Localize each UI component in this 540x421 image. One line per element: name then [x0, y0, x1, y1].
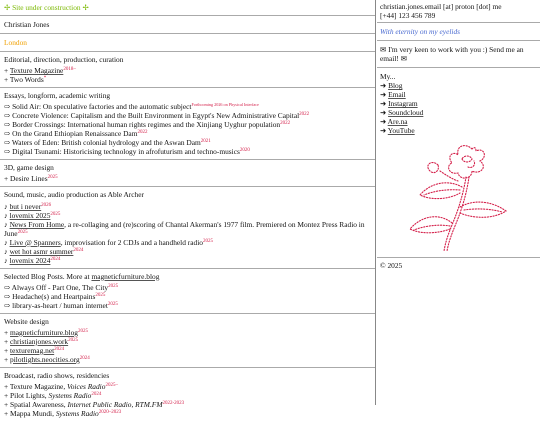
essay-item [4, 102, 371, 111]
music-note-icon: ♪ [4, 219, 8, 229]
website-item [4, 355, 371, 364]
music-note-icon: ♪ [4, 210, 8, 220]
instagram-link[interactable]: Instagram [388, 99, 418, 109]
year-sup: 2018– [63, 67, 76, 73]
arrow-right-icon: ➜ [380, 126, 387, 136]
game-section [0, 160, 375, 187]
email-link[interactable]: Email [388, 90, 406, 100]
essay-item [4, 120, 371, 129]
year-sup: 2024 [54, 346, 65, 352]
year-sup: 2022-2023 [162, 401, 185, 407]
essay-title: Digital Tsunami: Historicising technology in afrofuturism and techno-musics [12, 147, 240, 157]
essays-section [0, 88, 375, 160]
year-sup: 2024 [73, 247, 84, 253]
station-name: Systems Radio [48, 391, 92, 401]
station-name: Voices Radio [67, 382, 106, 392]
broadcast-item [4, 382, 371, 391]
year-sup: 2025 [17, 229, 28, 235]
music-note-icon: ♪ [4, 255, 8, 265]
arrow-icon: ⇨ [4, 291, 11, 301]
plus-icon: + [4, 327, 9, 337]
year-sup: 2025 [95, 292, 106, 298]
website-link[interactable]: texturemag.net [10, 345, 55, 355]
section-title [4, 272, 371, 281]
blog-post-item [4, 292, 371, 301]
year-sup: 2024 [79, 355, 90, 361]
item-text: Desire Lines [10, 174, 48, 184]
links-section [377, 68, 540, 258]
station-name: Internet Public Radio, RTM.FM [67, 400, 163, 410]
arrow-icon: ⇨ [4, 111, 11, 121]
tagline-section [377, 23, 540, 41]
editorial-section [0, 52, 375, 88]
essay-title: Concrete Violence: Capitalism and the Built Environment in Egypt's New Administrative Capital [12, 111, 300, 121]
arrow-icon: ⇨ [4, 147, 11, 157]
website-link[interactable]: magneticfurniture.blog [10, 327, 78, 337]
link-row [380, 117, 537, 126]
plus-icon: + [4, 345, 9, 355]
plus-icon: + [4, 382, 9, 392]
soundcloud-link[interactable]: Soundcloud [388, 108, 424, 118]
arrow-icon: ⇨ [4, 300, 11, 310]
arrow-right-icon: ➜ [380, 99, 387, 109]
track-description: , improvisation for 2 CDJs and a handheld radio [60, 237, 203, 247]
section-title: Essays, longform, academic writing [4, 91, 111, 101]
website-item [4, 337, 371, 346]
track-link[interactable]: but i never [9, 201, 42, 211]
year-sup: 2025 [108, 283, 119, 289]
plus-icon: + [4, 354, 9, 364]
contact-block [377, 0, 540, 23]
plus-icon: + [4, 75, 9, 85]
blog-home-link[interactable]: magneticfurniture.blog [91, 271, 160, 281]
year-sup: 2021 [200, 139, 211, 145]
broadcast-section [0, 368, 375, 421]
sound-section [0, 187, 375, 268]
essay-item [4, 129, 371, 138]
essay-title: Waters of Eden: British colonial hydrology and the Aswan Dam [11, 138, 201, 148]
blog-link[interactable]: Blog [388, 81, 403, 91]
station-name: Systems Radio [55, 409, 99, 419]
copyright-text: © 2025 [380, 261, 403, 271]
list-item [4, 75, 371, 84]
year-sup: 2025 [50, 211, 61, 217]
track-item [4, 211, 371, 220]
arrow-right-icon: ➜ [380, 108, 387, 118]
website-item [4, 328, 371, 337]
site-owner-name: Christian Jones [4, 20, 50, 30]
essay-item [4, 138, 371, 147]
plus-icon: + [4, 336, 9, 346]
track-link[interactable]: wet hot asmr summer [9, 246, 74, 256]
link-row [380, 90, 537, 99]
blog-post-item [4, 283, 371, 292]
website-link[interactable]: pilotlights.neocities.org [10, 354, 80, 364]
link-row [380, 99, 537, 108]
section-title: Website design [4, 316, 49, 326]
link-row [380, 108, 537, 117]
contact-email: christian.jones.email [at] proton [dot] me [380, 2, 502, 11]
broadcast-item [4, 400, 371, 409]
year-sup: 2022 [299, 112, 310, 118]
arrow-icon: ⇨ [4, 120, 11, 130]
link-row [380, 126, 537, 135]
name-section [0, 16, 375, 34]
track-item [4, 247, 371, 256]
track-link[interactable]: lovemix 2024 [9, 255, 51, 265]
essay-title: Border Crossings: International human rights regimes and the Xinjiang Uyghur population [12, 120, 281, 130]
broadcast-item [4, 409, 371, 418]
music-note-icon: ♪ [4, 246, 8, 256]
arrow-right-icon: ➜ [380, 90, 387, 100]
web-section [0, 314, 375, 368]
item-text: Two Words [9, 75, 44, 85]
track-link[interactable]: Live @ Spanners [9, 237, 61, 247]
blog-post-item [4, 301, 371, 310]
section-title: Sound, music, audio production as Able Archer [4, 190, 144, 200]
arrow-right-icon: ➜ [380, 117, 387, 127]
youtube-link[interactable]: YouTube [387, 126, 415, 136]
plus-icon: + [4, 409, 9, 419]
footer [377, 258, 540, 273]
construction-banner [0, 0, 375, 16]
website-link[interactable]: christianjones.work [10, 336, 69, 346]
arrow-icon: ⇨ [4, 129, 11, 139]
arrow-right-icon: ➜ [380, 81, 387, 91]
plus-icon: + [4, 66, 9, 76]
flower-illustration-icon [394, 135, 524, 255]
show-name: Mappa Mundi, [10, 409, 56, 419]
year-sup: 2026 [41, 202, 52, 208]
year-sup: 2025 [107, 301, 118, 307]
blog-post-title[interactable]: Headache(s) and Heartpains [12, 291, 96, 301]
essay-item [4, 111, 371, 120]
year-sup: 2025 [202, 238, 213, 244]
links-title: My... [380, 72, 396, 82]
section-title: Editorial, direction, production, curation [4, 55, 124, 65]
show-name: Texture Magazine, [9, 382, 68, 392]
essay-title: Solid Air: On speculative factories and the automatic subject [12, 102, 192, 112]
location-text: London [4, 38, 27, 48]
texture-magazine-link[interactable]: Texture Magazine [9, 66, 64, 76]
banner-text: Site under construction [12, 3, 81, 12]
music-note-icon: ♪ [4, 237, 8, 247]
blog-post-title[interactable]: Always Off - Part One, The City [11, 282, 109, 292]
track-item [4, 220, 371, 238]
sparkle-icon-left: ✢ [4, 3, 11, 12]
sparkle-icon-right: ✢ [82, 3, 89, 12]
show-name: Spatial Awareness, [10, 400, 68, 410]
contact-phone: [+44] 123 456 789 [380, 11, 436, 21]
year-sup: 2025 [77, 328, 88, 334]
show-name: Pilot Lights, [10, 391, 49, 401]
music-note-icon: ♪ [4, 201, 8, 211]
arrow-icon: ⇨ [4, 138, 11, 148]
broadcast-item [4, 391, 371, 400]
year-sup: Forthcoming 2026 on Physical Interface [191, 102, 259, 108]
blog-section [0, 269, 375, 314]
plus-icon: + [4, 400, 9, 410]
year-sup: 2022 [137, 130, 148, 136]
arrow-icon: ⇨ [4, 282, 11, 292]
list-item [4, 174, 371, 183]
website-item [4, 346, 371, 355]
track-item [4, 256, 371, 265]
essay-item [4, 147, 371, 156]
section-title: Broadcast, radio shows, residencies [4, 371, 110, 380]
plus-icon: + [4, 174, 9, 184]
blog-post-title[interactable]: library-as-heart / human internet [12, 300, 108, 310]
tagline-text: With eternity on my eyelids [380, 27, 461, 37]
envelope-icon-right: ✉ [400, 54, 407, 64]
arena-link[interactable]: Are.na [387, 117, 408, 127]
link-row [380, 81, 537, 90]
sidebar [377, 0, 540, 405]
blog-title-prefix: Selected Blog Posts. More at [4, 271, 92, 281]
year-sup: 2024 [91, 392, 102, 398]
year-sup: 2020–2023 [98, 410, 122, 416]
location-section [0, 34, 375, 52]
message-text: I'm very keen to work with you :) Send me an email! [380, 45, 524, 64]
plus-icon: + [4, 391, 9, 401]
track-description: , a re-collaging and (re)scoring of Chantal Akerman's 1977 film. Premiered on Montez Press Radio in June [4, 219, 365, 238]
track-link[interactable]: lovemix 2025 [9, 210, 51, 220]
year-sup: * [43, 76, 47, 82]
year-sup: 2025– [105, 383, 118, 389]
year-sup: 2020 [239, 148, 250, 154]
year-sup: 2022 [280, 121, 291, 127]
track-link[interactable]: News From Home [9, 219, 65, 229]
arrow-icon: ⇨ [4, 102, 11, 112]
section-title: 3D, game design [4, 163, 54, 173]
list-item [4, 66, 371, 75]
essay-title: On the Grand Ethiopian Renaissance Dam [12, 129, 138, 139]
track-item [4, 238, 371, 247]
year-sup: 2025 [68, 337, 79, 343]
message-section [377, 41, 540, 68]
year-sup: 2025 [47, 175, 58, 181]
year-sup: 2024 [50, 256, 61, 262]
track-item [4, 202, 371, 211]
envelope-icon-left: ✉ [380, 45, 387, 55]
